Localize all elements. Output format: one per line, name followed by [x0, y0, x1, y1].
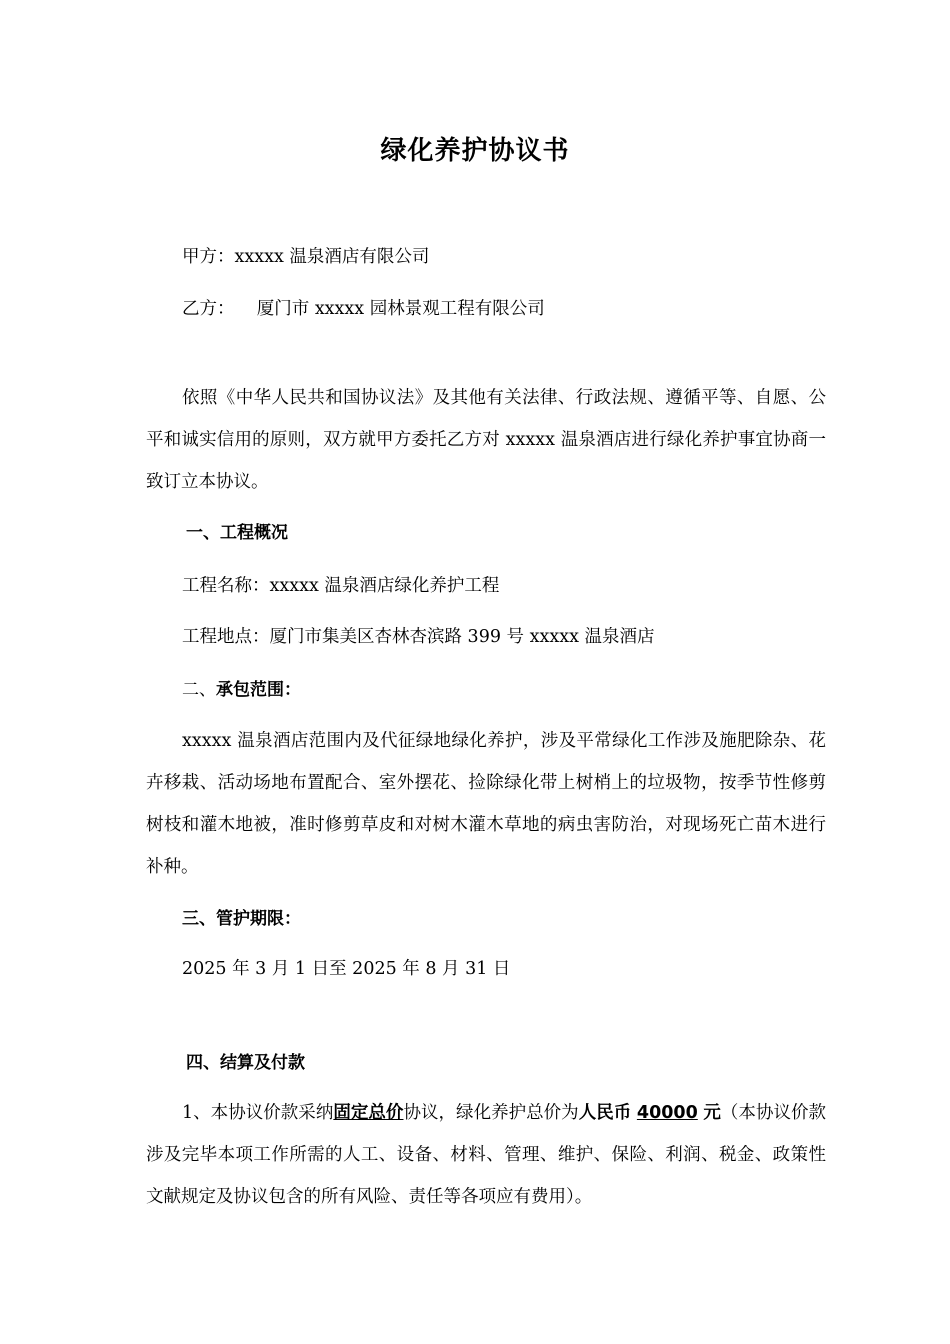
- fixed-total-price: 固定总价: [333, 1103, 404, 1123]
- document-title: 绿化养护协议书: [380, 136, 570, 166]
- clause-1-part-2: 协议，绿化养护总价为: [403, 1103, 579, 1123]
- project-location: 工程地点：厦门市集美区杏林杏滨路 399 号 xxxxx 温泉酒店: [182, 627, 655, 647]
- clause-1-part-1: 1、本协议价款采纳: [182, 1103, 334, 1123]
- section-2-number: 二、: [182, 680, 216, 700]
- section-2-title: 承包范围：: [216, 680, 301, 700]
- party-b: 乙方： 厦门市 xxxxx 园林景观工程有限公司: [182, 299, 545, 319]
- payment-clause-1: [146, 1092, 826, 1218]
- section-3-heading: 三、管护期限：: [182, 909, 301, 929]
- currency-label: 人民币: [578, 1103, 632, 1123]
- scope-paragraph: xxxxx 温泉酒店范围内及代征绿地绿化养护，涉及平常绿化工作涉及施肥除杂、花卉移栽、活动场地布置配合、室外摆花、捡除绿化带上树梢上的垃圾物，按季节性修剪树枝和灌木地被，准时修剪草皮和对树木灌木草地的病虫害防治，对现场死亡苗木进行补种。: [146, 731, 826, 877]
- party-a: 甲方：xxxxx 温泉酒店有限公司: [182, 247, 430, 267]
- clause-1-part-3: （本协议价款涉及完毕本项工作所需的人工、设备、材料、管理、维护、保险、利润、税金、政策性文献规定及协议包含的所有风险、责任等各项应有费用）。: [146, 1103, 827, 1207]
- currency-unit: 元: [703, 1103, 721, 1123]
- total-amount: 40000: [636, 1103, 698, 1123]
- section-2-heading: [182, 677, 301, 703]
- section-1-heading: 一、工程概况: [186, 523, 288, 543]
- section-4-heading: 四、结算及付款: [186, 1053, 305, 1073]
- project-name: 工程名称：xxxxx 温泉酒店绿化养护工程: [182, 576, 500, 596]
- management-period: 2025 年 3 月 1 日至 2025 年 8 月 31 日: [182, 959, 511, 979]
- intro-paragraph: 依照《中华人民共和国协议法》及其他有关法律、行政法规、遵循平等、自愿、公平和诚实信用的原则，双方就甲方委托乙方对 xxxxx 温泉酒店进行绿化养护事宜协商一致订立本协议。: [146, 388, 826, 492]
